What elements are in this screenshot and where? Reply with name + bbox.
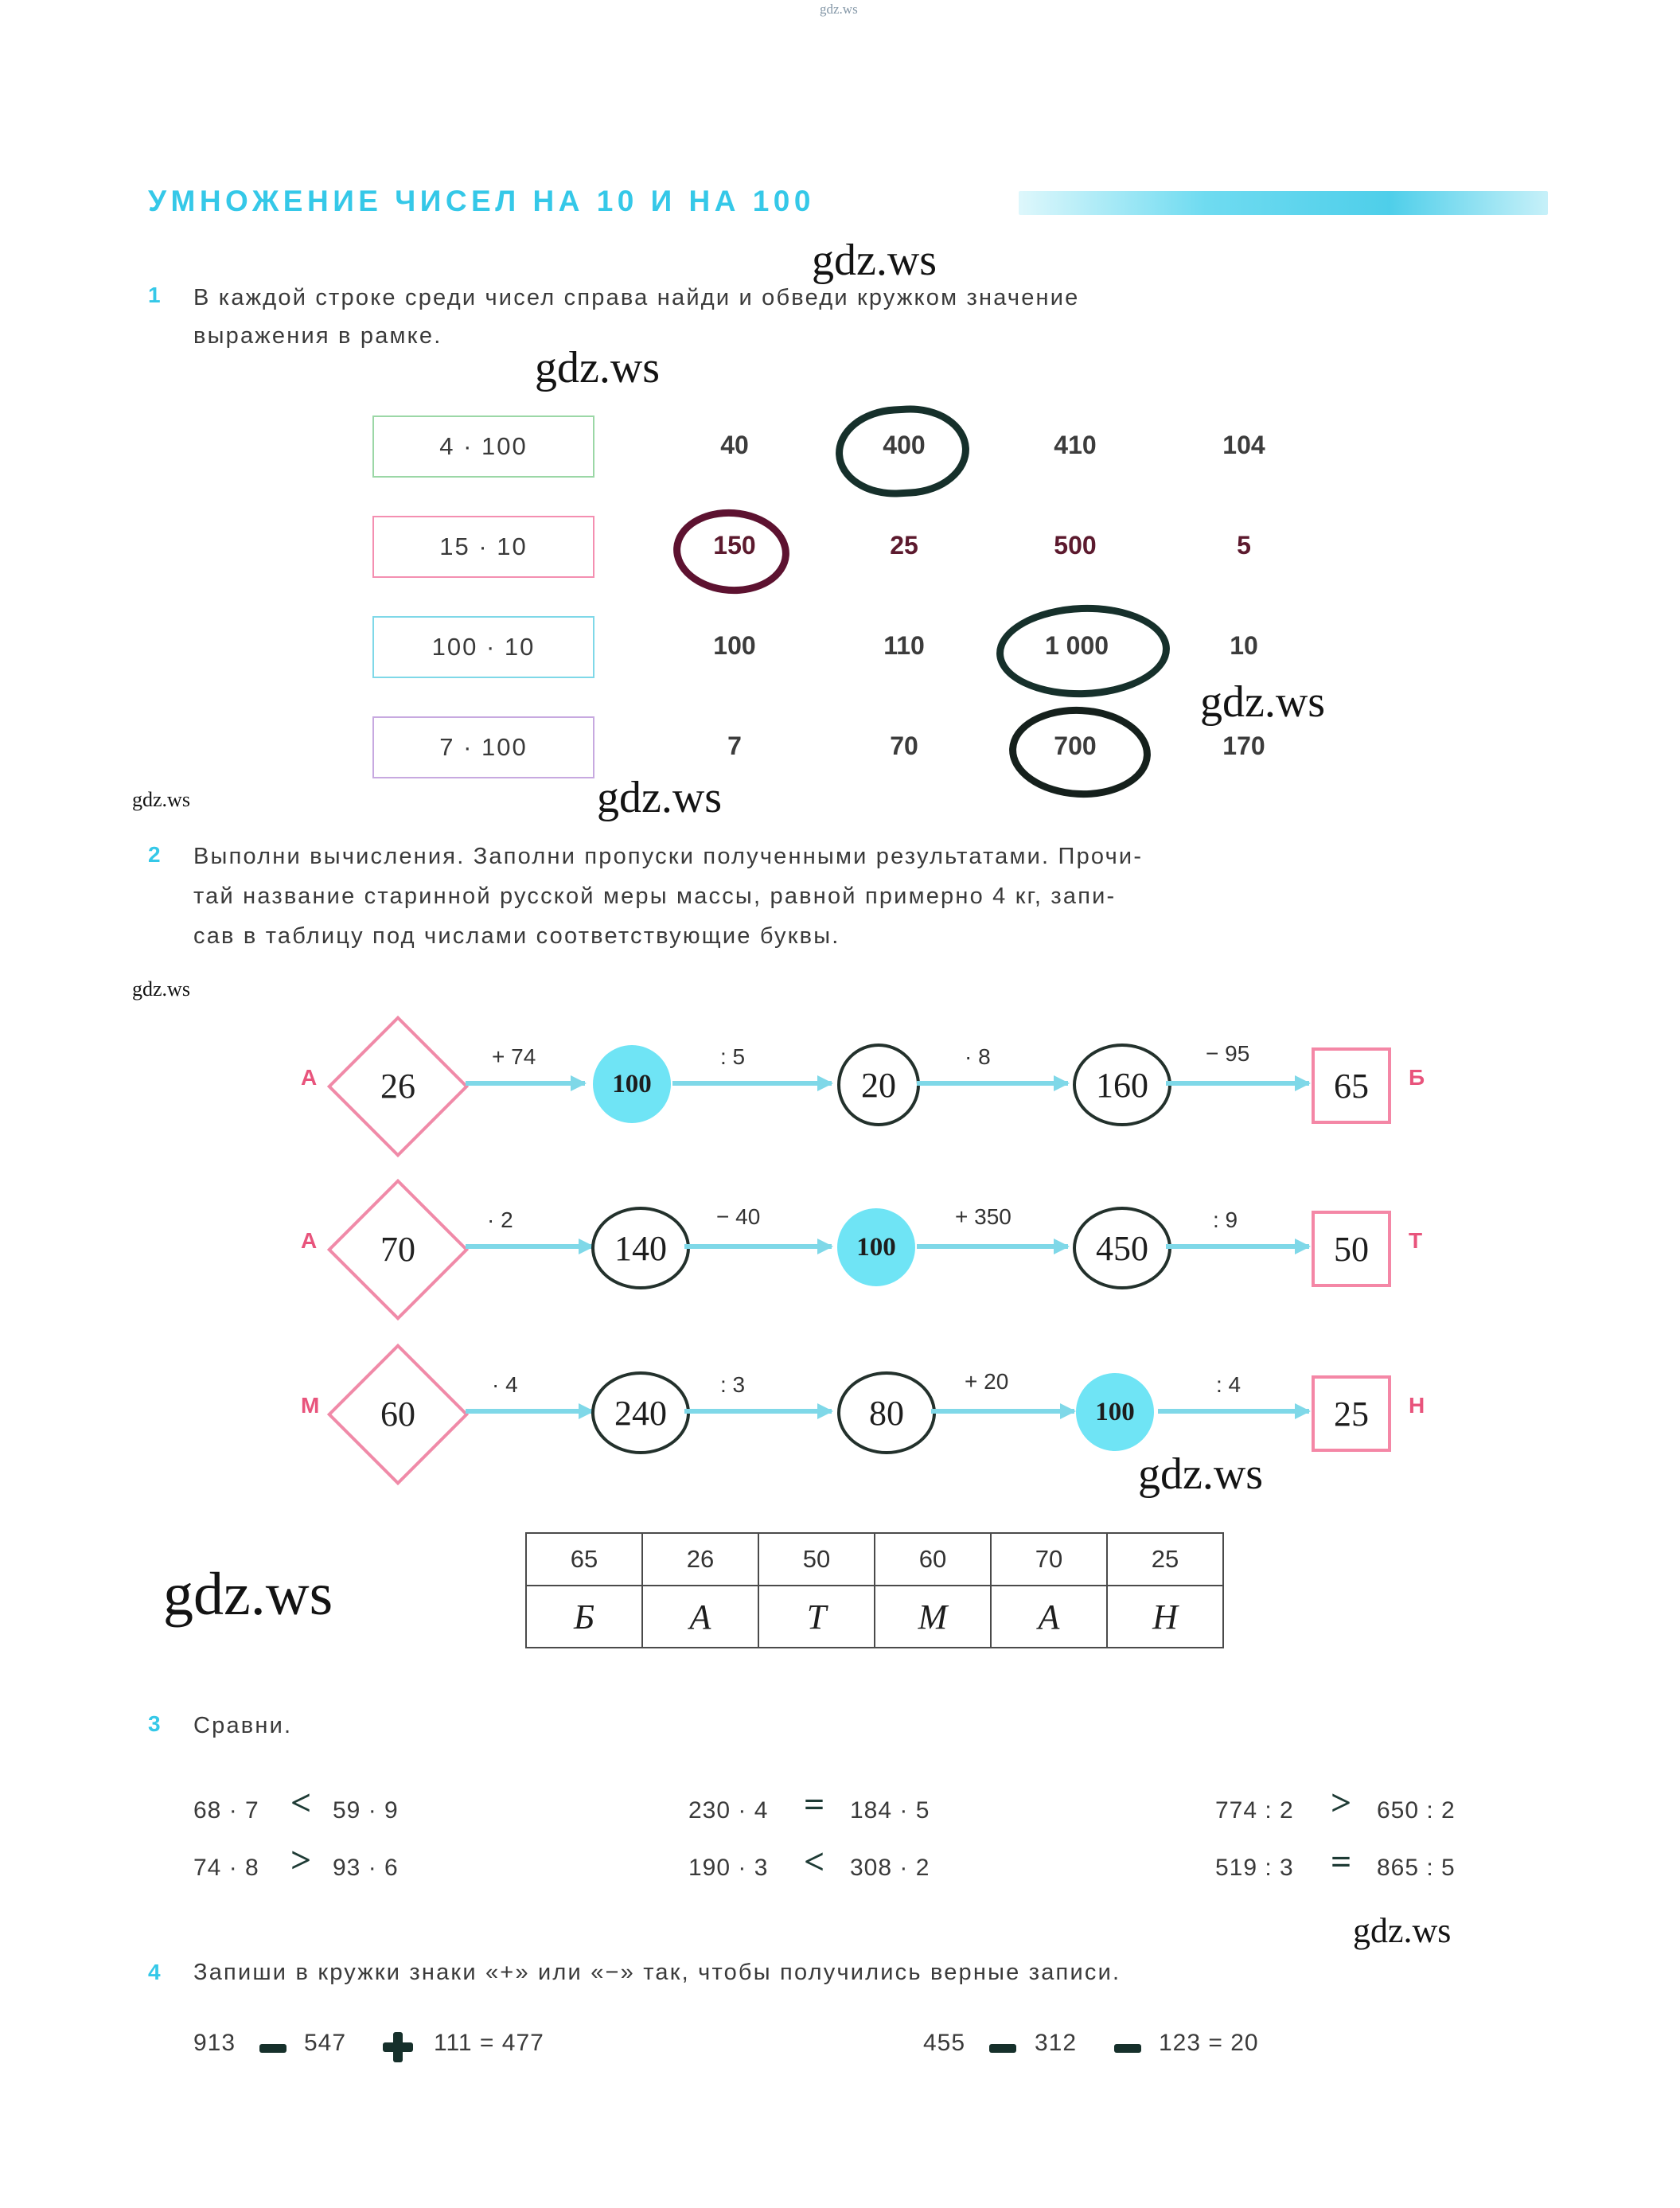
watermark: gdz.ws [535, 343, 661, 392]
arrow [1166, 1244, 1309, 1249]
heading-decor-bar [1019, 191, 1548, 215]
chain-start-letter: А [301, 1065, 318, 1090]
option[interactable]: 150 [713, 530, 756, 560]
watermark-top: gdz.ws [820, 2, 858, 17]
chain-node: 100 [593, 1045, 671, 1123]
chain-node: 100 [1076, 1373, 1154, 1451]
comparison-sign[interactable]: = [1331, 1841, 1352, 1882]
chain-end-letter: Т [1409, 1228, 1423, 1253]
chain-start-diamond [327, 1016, 469, 1157]
chain-node: 450 [1073, 1207, 1171, 1289]
equation-part: 913 [193, 2030, 236, 2056]
arrow [1158, 1409, 1309, 1414]
chain-result: 25 [1312, 1375, 1391, 1452]
watermark: gdz.ws [812, 236, 937, 285]
option[interactable]: 40 [720, 430, 749, 459]
table-cell-number: 26 [642, 1533, 758, 1586]
page-title: УМНОЖЕНИЕ ЧИСЕЛ НА 10 И НА 100 [148, 185, 815, 217]
table-cell-letter[interactable]: Т [758, 1586, 875, 1648]
chain-end-letter: Н [1409, 1393, 1425, 1418]
table-cell-number: 70 [991, 1533, 1107, 1586]
table-cell-number: 50 [758, 1533, 875, 1586]
task1-row [372, 716, 1367, 780]
equation-part: 111 = 477 [434, 2030, 544, 2056]
arrow [466, 1081, 585, 1086]
arrow [917, 1244, 1068, 1249]
comparison-sign[interactable]: = [804, 1784, 825, 1824]
comparison-right: 59 · 9 [333, 1797, 399, 1824]
chain-node: 140 [591, 1207, 690, 1289]
option[interactable]: 104 [1222, 430, 1265, 459]
comparison-right: 93 · 6 [333, 1855, 399, 1881]
chain-result: 65 [1312, 1047, 1391, 1124]
table-cell-number: 65 [526, 1533, 642, 1586]
task-4-number: 4 [148, 1960, 161, 1984]
option[interactable]: 400 [883, 430, 926, 459]
comparison-right: 865 : 5 [1377, 1855, 1456, 1881]
task-1-text-line1: В каждой строке среди чисел справа найди и обведи кружком значение [193, 285, 1080, 310]
option[interactable]: 100 [713, 630, 756, 660]
watermark: gdz.ws [163, 1561, 333, 1628]
task1-row [372, 516, 1367, 579]
task1-row [372, 616, 1367, 680]
task-1-number: 1 [148, 283, 161, 307]
comparison-left: 190 · 3 [688, 1855, 769, 1881]
option[interactable]: 500 [1054, 530, 1097, 560]
expression-box: 7 · 100 [372, 716, 594, 778]
comparison-right: 650 : 2 [1377, 1797, 1456, 1824]
comparison-sign[interactable]: > [290, 1839, 312, 1880]
chain-node: 20 [837, 1044, 920, 1126]
option[interactable]: 1 000 [1044, 630, 1109, 660]
equation-part: 547 [304, 2030, 347, 2056]
option[interactable]: 7 [727, 731, 742, 760]
arrow [684, 1244, 832, 1249]
task-3-number: 3 [148, 1711, 161, 1736]
option[interactable]: 170 [1222, 731, 1265, 760]
task1-row [372, 415, 1367, 479]
comparison-sign[interactable]: < [290, 1782, 312, 1823]
option[interactable]: 700 [1054, 731, 1097, 760]
option[interactable]: 70 [890, 731, 918, 760]
arrow [672, 1081, 832, 1086]
option[interactable]: 25 [890, 530, 918, 560]
arrow [466, 1244, 593, 1249]
comparison-sign[interactable]: < [804, 1841, 825, 1882]
operation: : 5 [720, 1044, 746, 1069]
watermark: gdz.ws [1200, 677, 1326, 727]
comparison-left: 774 : 2 [1215, 1797, 1294, 1824]
chain-start-value: 26 [380, 1067, 415, 1106]
comparison-sign[interactable]: > [1331, 1782, 1352, 1823]
comparison-left: 230 · 4 [688, 1797, 769, 1824]
arrow [1166, 1081, 1309, 1086]
table-cell-letter[interactable]: Б [526, 1586, 642, 1648]
task-4-text: Запиши в кружки знаки «+» или «−» так, чтобы получились верные записи. [193, 1960, 1121, 1985]
table-cell-number: 60 [875, 1533, 991, 1586]
task-2-number: 2 [148, 842, 161, 867]
table-cell-letter[interactable]: А [642, 1586, 758, 1648]
task-2-text-line2: тай название старинной русской меры массы, равной примерно 4 кг, запи- [193, 884, 1117, 909]
option[interactable]: 10 [1230, 630, 1258, 660]
comparison-right: 308 · 2 [850, 1855, 930, 1881]
operation: − 95 [1206, 1041, 1250, 1066]
arrow [684, 1409, 832, 1414]
option[interactable]: 410 [1054, 430, 1097, 459]
operation: : 4 [1216, 1372, 1241, 1397]
operation: + 74 [492, 1044, 536, 1069]
operation: − 40 [716, 1204, 761, 1229]
operation: : 3 [720, 1372, 746, 1397]
comparison-left: 68 · 7 [193, 1797, 259, 1824]
task-3-text: Сравни. [193, 1713, 293, 1738]
chain-start-letter: М [301, 1393, 320, 1418]
table-row-letters [526, 1586, 1223, 1648]
expression-box: 15 · 10 [372, 516, 594, 578]
chain-start-value: 60 [380, 1395, 415, 1434]
option[interactable]: 5 [1237, 530, 1251, 560]
comparison-left: 74 · 8 [193, 1855, 259, 1881]
comparison-left: 519 : 3 [1215, 1855, 1294, 1881]
watermark: gdz.ws [132, 977, 190, 1001]
operation: + 350 [955, 1204, 1012, 1229]
chain-start-diamond [327, 1179, 469, 1321]
sign-plus[interactable] [383, 2042, 413, 2052]
operation: · 2 [487, 1207, 513, 1232]
table-cell-letter[interactable]: А [991, 1586, 1107, 1648]
table-cell-letter[interactable]: Н [1107, 1586, 1223, 1648]
table-row-numbers [526, 1533, 1223, 1586]
watermark: gdz.ws [1138, 1449, 1264, 1499]
operation: + 20 [965, 1369, 1009, 1394]
operation: · 4 [492, 1372, 518, 1397]
task-2-text-line1: Выполни вычисления. Заполни пропуски полученными результатами. Прочи- [193, 844, 1144, 869]
arrow [931, 1409, 1074, 1414]
table-cell-letter[interactable]: М [875, 1586, 991, 1648]
chain-node: 160 [1073, 1044, 1171, 1126]
arrow [917, 1081, 1068, 1086]
chain-node: 100 [837, 1208, 915, 1286]
arrow [466, 1409, 593, 1414]
answer-table [525, 1532, 1224, 1648]
comparison-right: 184 · 5 [850, 1797, 930, 1824]
watermark: gdz.ws [132, 788, 190, 811]
equation-part: 123 = 20 [1159, 2030, 1259, 2056]
watermark: gdz.ws [1353, 1911, 1452, 1950]
chain-start-value: 70 [380, 1230, 415, 1269]
expression-box: 4 · 100 [372, 415, 594, 478]
chain-node: 240 [591, 1371, 690, 1454]
table-cell-number: 25 [1107, 1533, 1223, 1586]
task-2-text-line3: сав в таблицу под числами соответствующие буквы. [193, 923, 840, 949]
chain-start-diamond [327, 1344, 469, 1485]
chain-node: 80 [837, 1371, 936, 1454]
chain-start-letter: А [301, 1228, 318, 1253]
watermark: gdz.ws [597, 773, 723, 822]
operation: · 8 [965, 1044, 991, 1069]
task-1-text-line2: выражения в рамке. [193, 323, 442, 349]
operation: : 9 [1213, 1207, 1238, 1232]
sign-minus[interactable] [1114, 2044, 1141, 2053]
equation-part: 455 [923, 2030, 966, 2056]
equation-part: 312 [1035, 2030, 1078, 2056]
chain-result: 50 [1312, 1211, 1391, 1287]
expression-box: 100 · 10 [372, 616, 594, 678]
option[interactable]: 110 [883, 630, 925, 660]
sign-minus[interactable] [989, 2044, 1016, 2053]
chain-end-letter: Б [1409, 1065, 1425, 1090]
sign-minus[interactable] [259, 2044, 286, 2053]
